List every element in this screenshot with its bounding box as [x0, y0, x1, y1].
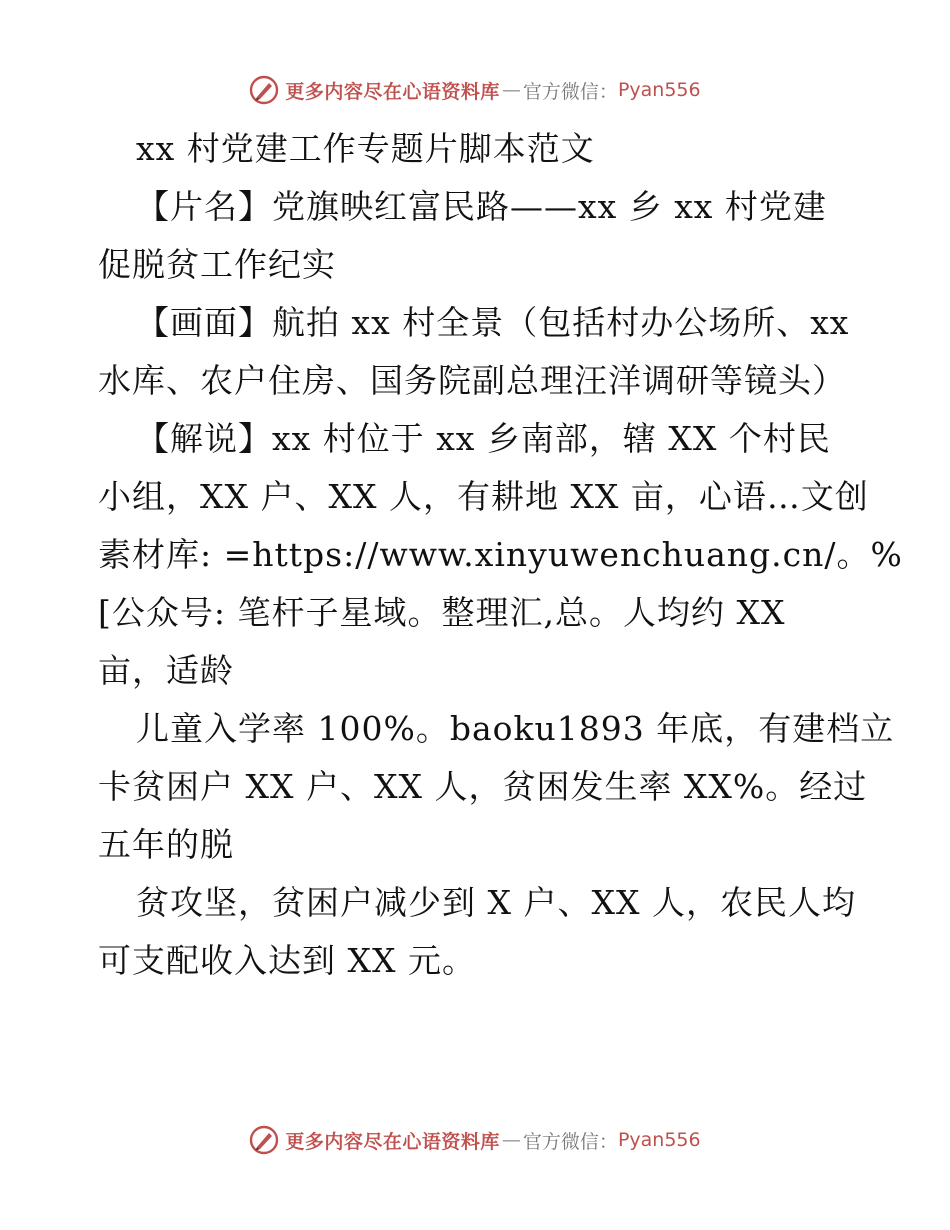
text-line: 水库、农户住房、国务院副总理汪洋调研等镜头）	[98, 361, 846, 400]
text-line: 卡贫困户 XX 户、XX 人，贫困发生率 XX%。经过	[98, 767, 868, 806]
promo-text: 更多内容尽在心语资料库	[285, 80, 500, 103]
text-line: 亩，适龄	[98, 651, 234, 690]
footer-banner	[0, 1120, 950, 1160]
document-body	[98, 120, 903, 990]
text-line: 小组，XX 户、XX 人，有耕地 XX 亩，心语…文创	[98, 477, 869, 516]
pen-logo-icon	[249, 75, 279, 105]
text-line: 【片名】党旗映红富民路——xx 乡 xx 村党建	[136, 187, 827, 226]
text-line: 五年的脱	[98, 825, 234, 864]
text-line: 【解说】xx 村位于 xx 乡南部，辖 XX 个村民	[136, 419, 831, 458]
text-line: [公众号: 笔杆子星域。整理汇,总。人均约 XX	[98, 593, 786, 632]
wechat-label: 官方微信：	[522, 1130, 618, 1153]
text-line: 【画面】航拍 xx 村全景（包括村办公场所、xx	[136, 303, 850, 342]
text-line: 素材库: =https://www.xinyuwenchuang.cn/。%	[98, 535, 903, 574]
text-line: 可支配收入达到 XX 元。	[98, 941, 476, 980]
doc-title: xx 村党建工作专题片脚本范文	[136, 129, 595, 168]
text-line: 贫攻坚，贫困户减少到 X 户、XX 人，农民人均	[136, 883, 856, 922]
header-banner	[0, 70, 950, 110]
wechat-id: Pyan556	[617, 1129, 701, 1151]
promo-text: 更多内容尽在心语资料库	[285, 1130, 500, 1153]
banner-dash: —	[501, 79, 521, 101]
text-line: 儿童入学率 100%。baoku1893 年底，有建档立	[136, 709, 895, 748]
wechat-label: 官方微信：	[522, 80, 618, 103]
text-line: 促脱贫工作纪实	[98, 245, 336, 284]
pen-logo-icon	[249, 1125, 279, 1155]
wechat-id: Pyan556	[617, 79, 701, 101]
banner-dash: —	[501, 1129, 521, 1151]
